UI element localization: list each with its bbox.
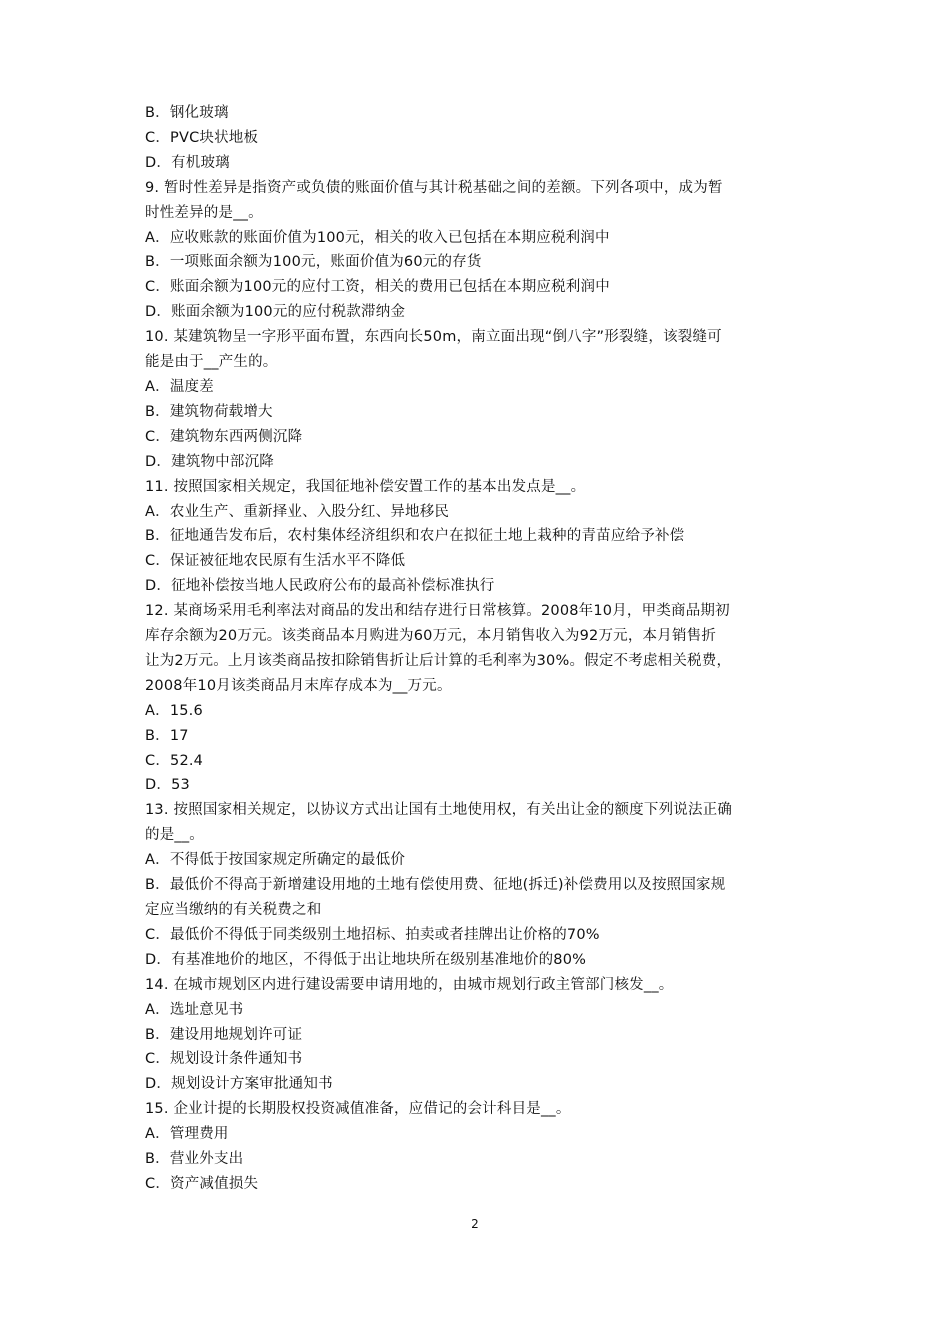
text-line: 定应当缴纳的有关税费之和 xyxy=(145,902,322,918)
text-line: 库存余额为20万元。该类商品本月购进为60万元，本月销售收入为92万元，本月销售折 xyxy=(145,628,717,645)
text-line: 让为2万元。上月该类商品按扣除销售折让后计算的毛利率为30%。假定不考虑相关税费， xyxy=(145,652,732,669)
text-line: C．建筑物东西两侧沉降 xyxy=(145,428,303,445)
text-line: 能是由于__产生的。 xyxy=(145,354,278,371)
text-line: 11. 按照国家相关规定，我国征地补偿安置工作的基本出发点是__。 xyxy=(145,478,586,495)
text-line: B．征地通告发布后，农村集体经济组织和农户在拟征土地上栽种的青苗应给予补偿 xyxy=(145,528,685,545)
text-line: C．52.4 xyxy=(145,752,204,769)
text-line: D．建筑物中部沉降 xyxy=(145,453,274,470)
text-line: A．应收账款的账面价值为100元，相关的收入已包括在本期应税利润中 xyxy=(145,229,610,246)
text-line: C．规划设计条件通知书 xyxy=(145,1051,303,1068)
text-line: D．有基准地价的地区，不得低于出让地块所在级别基准地价的80% xyxy=(145,951,587,968)
text-line: D．账面余额为100元的应付税款滞纳金 xyxy=(145,304,406,321)
text-line: C．资产减值损失 xyxy=(145,1175,259,1192)
text-line: D．有机玻璃 xyxy=(145,154,230,171)
text-line: B．建筑物荷载增大 xyxy=(145,403,273,420)
text-line: 9. 暂时性差异是指资产或负债的账面价值与其计税基础之间的差额。下列各项中，成为暂 xyxy=(145,179,723,196)
text-line: D．征地补偿按当地人民政府公布的最高补偿标准执行 xyxy=(145,578,495,595)
text-line: 13. 按照国家相关规定，以协议方式出让国有土地使用权，有关出让金的额度下列说法正确 xyxy=(145,802,733,819)
document-body xyxy=(145,101,815,1197)
text-line: A．不得低于按国家规定所确定的最低价 xyxy=(145,852,406,869)
text-line: 的是__。 xyxy=(145,827,204,844)
text-line: A．选址意见书 xyxy=(145,1001,244,1018)
text-line: A．15.6 xyxy=(145,702,203,719)
text-line: 2008年10月该类商品月末库存成本为__万元。 xyxy=(145,677,452,694)
text-line: 12. 某商场采用毛利率法对商品的发出和结存进行日常核算。2008年10月，甲类商品期初 xyxy=(145,603,730,620)
text-line: A．农业生产、重新择业、入股分红、异地移民 xyxy=(145,503,450,520)
text-line: B．最低价不得高于新增建设用地的土地有偿使用费、征地(拆迁)补偿费用以及按照国家规 xyxy=(145,877,726,894)
text-line: B．钢化玻璃 xyxy=(145,105,229,121)
text-line: 14. 在城市规划区内进行建设需要申请用地的，由城市规划行政主管部门核发__。 xyxy=(145,976,674,993)
text-line: 15. 企业计提的长期股权投资减值准备，应借记的会计科目是__。 xyxy=(145,1101,571,1118)
text-line: B．营业外支出 xyxy=(145,1151,244,1168)
page-number: 2 xyxy=(471,1217,479,1231)
text-line: A．管理费用 xyxy=(145,1126,229,1143)
text-line: A．温度差 xyxy=(145,378,214,395)
text-line: B．一项账面余额为100元，账面价值为60元的存货 xyxy=(145,254,482,271)
text-line: 10. 某建筑物呈一字形平面布置，东西向长50m，南立面出现“倒八字”形裂缝，该裂缝可 xyxy=(145,329,722,346)
text-line: D．规划设计方案审批通知书 xyxy=(145,1076,333,1093)
text-line: C．账面余额为100元的应付工资，相关的费用已包括在本期应税利润中 xyxy=(145,279,610,296)
text-line: C．最低价不得低于同类级别土地招标、拍卖或者挂牌出让价格的70% xyxy=(145,926,600,943)
text-line: B．建设用地规划许可证 xyxy=(145,1026,303,1043)
text-line: C．PVC块状地板 xyxy=(145,129,259,146)
text-line: D．53 xyxy=(145,777,190,794)
text-line: 时性差异的是__。 xyxy=(145,204,263,221)
text-line: B．17 xyxy=(145,727,189,744)
text-line: C．保证被征地农民原有生活水平不降低 xyxy=(145,553,406,570)
